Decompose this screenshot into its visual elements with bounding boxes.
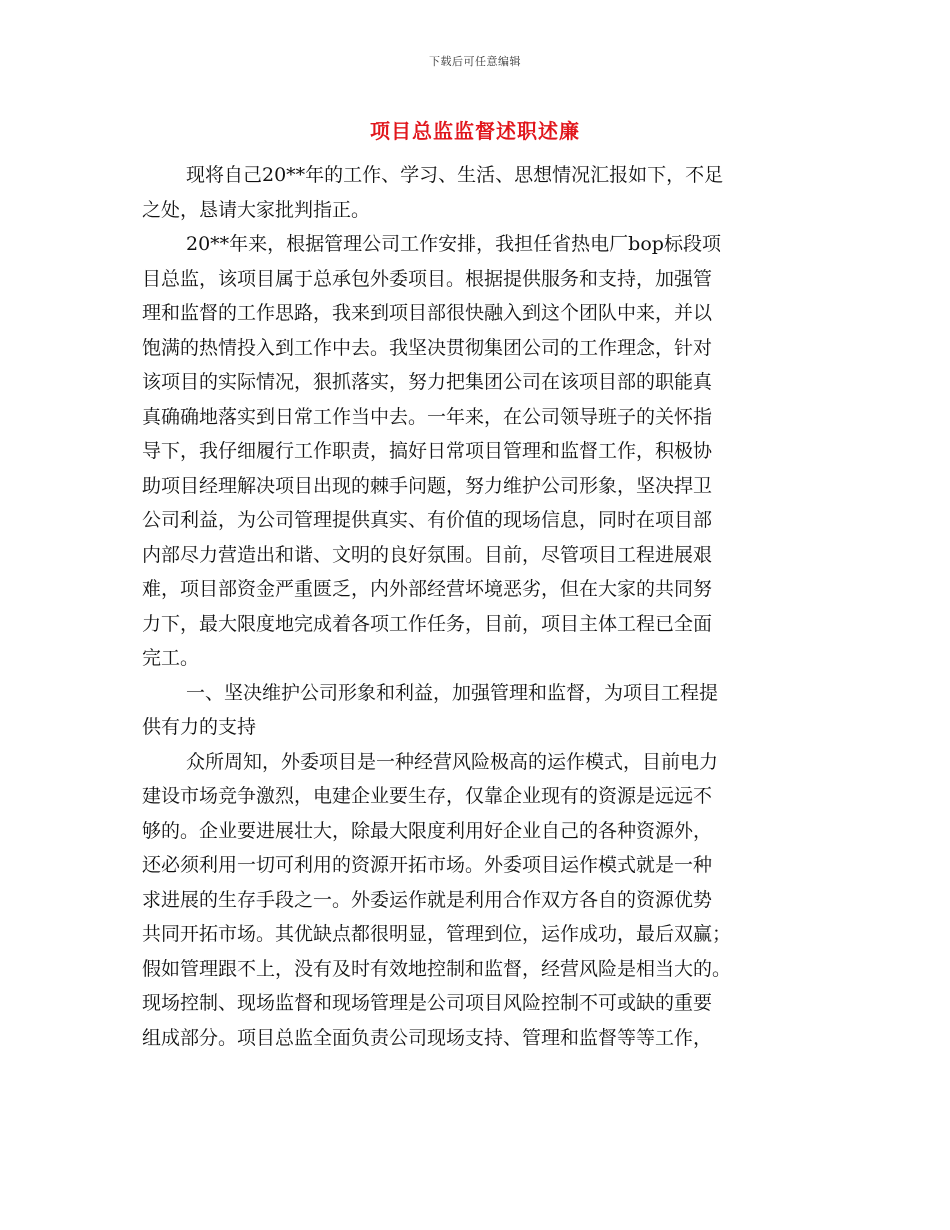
body-line: 导下，我仔细履行工作职责，搞好日常项目管理和监督工作，积极协 — [142, 440, 713, 462]
header-note: 下载后可任意编辑 — [429, 55, 521, 68]
body-line: 真确确地落实到日常工作当中去。一年来，在公司领导班子的关怀指 — [142, 405, 713, 428]
document-title: 项目总监监督述职述廉 — [370, 119, 580, 143]
body-line: 公司利益，为公司管理提供真实、有价值的现场信息，同时在项目部 — [142, 509, 713, 531]
body-line: 众所周知，外委项目是一种经营风险极高的运作模式，目前电力 — [186, 750, 719, 773]
body-line: 内部尽力营造出和谐、文明的良好氛围。目前，尽管项目工程进展艰 — [142, 543, 713, 566]
body-line: 助项目经理解决项目出现的棘手问题，努力维护公司形象，坚决捍卫 — [142, 474, 713, 497]
body-line: 建设市场竞争激烈，电建企业要生存，仅靠企业现有的资源是远远不 — [142, 785, 713, 807]
body-line: 力下，最大限度地完成着各项工作任务，目前，项目主体工程已全面 — [142, 612, 713, 635]
body-line: 20**年来，根据管理公司工作安排，我担任省热电厂bop标段项 — [186, 233, 721, 255]
body-line: 现场控制、现场监督和现场管理是公司项目风险控制不可或缺的重要 — [142, 992, 713, 1014]
body-line: 供有力的支持 — [142, 716, 257, 738]
body-line: 该项目的实际情况，狠抓落实，努力把集团公司在该项目部的职能真 — [142, 371, 713, 393]
body-line: 共同开拓市场。其优缺点都很明显，管理到位，运作成功，最后双赢； — [142, 923, 732, 945]
body-line: 现将自己20**年的工作、学习、生活、思想情况汇报如下，不足 — [186, 164, 724, 186]
body-line: 一、坚决维护公司形象和利益，加强管理和监督，为项目工程提 — [186, 681, 719, 704]
body-line: 难，项目部资金严重匮乏，内外部经营坏境恶劣，但在大家的共同努 — [142, 578, 713, 600]
body-line: 假如管理跟不上，没有及时有效地控制和监督，经营风险是相当大的。 — [142, 957, 732, 980]
body-line: 完工。 — [142, 647, 200, 669]
body-line: 之处，恳请大家批判指正。 — [142, 198, 371, 221]
body-line: 求进展的生存手段之一。外委运作就是利用合作双方各自的资源优势 — [142, 888, 713, 911]
body-line: 目总监，该项目属于总承包外委项目。根据提供服务和支持，加强管 — [142, 267, 713, 290]
body-line: 还必须利用一切可利用的资源开拓市场。外委项目运作模式就是一种 — [142, 854, 713, 876]
document-body — [142, 158, 804, 1055]
body-line: 理和监督的工作思路，我来到项目部很快融入到这个团队中来，并以 — [142, 302, 713, 324]
body-line: 够的。企业要进展壮大，除最大限度利用好企业自己的各种资源外， — [142, 819, 713, 842]
body-line: 饱满的热情投入到工作中去。我坚决贯彻集团公司的工作理念，针对 — [142, 336, 713, 359]
body-line: 组成部分。项目总监全面负责公司现场支持、管理和监督等等工作， — [142, 1026, 713, 1049]
